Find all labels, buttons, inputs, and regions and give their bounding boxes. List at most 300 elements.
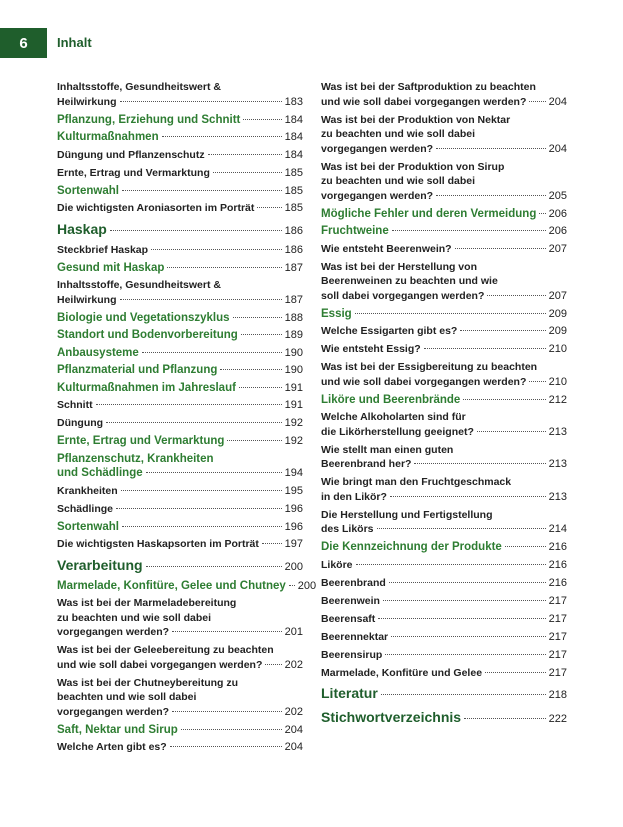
toc-left-column xyxy=(57,80,317,758)
toc-page-number: 186 xyxy=(284,243,303,256)
toc-subentry[interactable] xyxy=(57,537,303,552)
toc-entry-title: Was ist bei der Chutneybereitung zu xyxy=(57,676,239,689)
header-title: Inhalt xyxy=(57,35,92,50)
toc-entry-line xyxy=(57,311,303,326)
toc-page-number: 191 xyxy=(284,381,303,394)
toc-page-number: 206 xyxy=(548,225,567,237)
toc-page-number: 222 xyxy=(548,713,567,725)
toc-subentry[interactable] xyxy=(57,740,303,755)
dot-leader xyxy=(181,729,282,730)
toc-section-entry[interactable] xyxy=(57,723,303,738)
toc-subentry[interactable] xyxy=(321,260,567,304)
toc-page-number: 207 xyxy=(548,242,567,255)
toc-entry-line xyxy=(321,443,567,458)
toc-section-entry[interactable] xyxy=(57,452,303,481)
dot-leader xyxy=(146,472,282,473)
toc-entry-title: und wie soll dabei vorgegangen werden? xyxy=(57,658,263,671)
toc-subentry[interactable] xyxy=(57,596,303,640)
toc-entry-line xyxy=(321,189,567,204)
toc-entry-line xyxy=(57,723,303,738)
toc-entry-title: Heilwirkung xyxy=(57,293,117,306)
toc-subentry[interactable] xyxy=(57,643,303,672)
toc-page-number: 190 xyxy=(284,346,303,359)
toc-page-number: 202 xyxy=(284,658,303,671)
dot-leader xyxy=(122,526,282,527)
page-number: 6 xyxy=(19,34,28,52)
toc-subentry[interactable] xyxy=(321,576,567,591)
toc-entry-line xyxy=(321,709,567,728)
toc-page-number: 213 xyxy=(548,458,567,470)
toc-entry-title: Ernte, Ertrag und Vermarktung xyxy=(57,435,225,447)
toc-entry-title: zu beachten und wie soll dabei xyxy=(57,611,212,624)
toc-entry-title: Inhaltsstoffe, Gesundheitswert & xyxy=(57,81,221,93)
toc-page-number: 210 xyxy=(548,375,567,388)
toc-entry-line xyxy=(57,293,303,308)
toc-entry-title: Die Kennzeichnung der Produkte xyxy=(321,541,502,553)
toc-entry-line xyxy=(57,184,303,199)
toc-entry-title: Pflanzung, Erziehung und Schnitt xyxy=(57,113,241,126)
toc-entry-title: Die wichtigsten Haskapsorten im Porträt xyxy=(57,538,259,550)
dot-leader xyxy=(151,249,282,250)
toc-entry-title: Wie bringt man den Fruchtgeschmack xyxy=(321,476,512,488)
toc-entry-title: Beerensirup xyxy=(321,648,383,661)
toc-entry-line xyxy=(57,676,303,691)
toc-entry-title: zu beachten und wie soll dabei xyxy=(321,175,476,187)
toc-section-entry[interactable] xyxy=(321,224,567,239)
toc-page-number: 185 xyxy=(284,202,303,214)
toc-entry-line xyxy=(321,160,567,175)
toc-page-number: 189 xyxy=(284,329,303,341)
toc-subentry[interactable] xyxy=(57,201,303,216)
toc-subentry[interactable] xyxy=(57,398,303,413)
toc-entry-title: Liköre und Beerenbrände xyxy=(321,393,461,406)
toc-subentry[interactable] xyxy=(57,676,303,720)
toc-section-entry[interactable] xyxy=(57,184,303,199)
toc-page-number: 217 xyxy=(548,648,567,661)
toc-subentry[interactable] xyxy=(321,160,567,204)
toc-subentry[interactable] xyxy=(57,243,303,258)
toc-entry-title: Wie entsteht Essig? xyxy=(321,343,421,355)
toc-subentry[interactable] xyxy=(321,342,567,357)
toc-entry-title: Düngung xyxy=(57,417,104,429)
dot-leader xyxy=(391,636,546,637)
toc-entry-line xyxy=(57,80,303,95)
toc-entry-title: Standort und Bodenvorbereitung xyxy=(57,329,238,341)
toc-entry-line xyxy=(57,466,303,481)
toc-section-entry[interactable] xyxy=(57,328,303,343)
toc-subentry[interactable] xyxy=(321,475,567,504)
dot-leader xyxy=(289,585,295,586)
toc-subentry[interactable] xyxy=(321,80,567,109)
toc-page-number: 200 xyxy=(284,560,303,573)
toc-entry-title: vorgegangen werden? xyxy=(57,705,170,718)
dot-leader xyxy=(424,348,546,349)
toc-entry-line xyxy=(57,95,303,110)
toc-entry-line xyxy=(321,142,567,157)
toc-entry-title: Was ist bei der Marmeladebereitung xyxy=(57,597,237,609)
toc-entry-title: Welche Arten gibt es? xyxy=(57,741,167,753)
toc-entry-title: Kulturmaßnahmen xyxy=(57,131,159,143)
toc-entry-line xyxy=(57,596,303,611)
toc-entry-line xyxy=(321,127,567,142)
toc-section-entry[interactable] xyxy=(57,381,303,396)
toc-page-number: 217 xyxy=(548,630,567,643)
toc-entry-line xyxy=(321,630,567,645)
toc-entry-title: Literatur xyxy=(321,685,378,701)
toc-subentry[interactable] xyxy=(321,113,567,157)
toc-section-entry[interactable] xyxy=(57,434,303,449)
toc-entry-line xyxy=(57,113,303,128)
toc-subentry[interactable] xyxy=(57,166,303,181)
toc-entry-title: Was ist bei der Produktion von Sirup xyxy=(321,160,505,173)
toc-entry-line xyxy=(321,113,567,128)
toc-entry-line xyxy=(321,540,567,555)
toc-entry-line xyxy=(57,690,303,705)
toc-entry-line xyxy=(57,705,303,720)
toc-entry-title: Mögliche Fehler und deren Vermeidung xyxy=(321,207,537,220)
dot-leader xyxy=(385,654,545,655)
toc-section-entry[interactable] xyxy=(321,709,567,728)
toc-entry-title: die Likörherstellung geeignet? xyxy=(321,425,474,438)
toc-subentry[interactable] xyxy=(321,630,567,645)
toc-page-number: 204 xyxy=(284,723,303,736)
toc-entry-line xyxy=(57,537,303,552)
dot-leader xyxy=(381,694,546,695)
toc-subentry[interactable] xyxy=(321,242,567,257)
dot-leader xyxy=(487,295,545,296)
toc-page-number: 217 xyxy=(548,612,567,625)
dot-leader xyxy=(162,136,282,137)
toc-page-number: 209 xyxy=(548,307,567,320)
toc-subentry[interactable] xyxy=(57,278,303,307)
toc-entry-title: Wie stellt man einen guten xyxy=(321,443,454,456)
toc-page-number: 204 xyxy=(548,142,567,155)
toc-entry-line xyxy=(57,579,317,594)
toc-section-entry[interactable] xyxy=(321,307,567,322)
toc-entry-line xyxy=(57,484,303,499)
toc-subentry[interactable] xyxy=(321,558,567,573)
toc-entry-line xyxy=(321,558,567,573)
toc-entry-line xyxy=(321,457,567,472)
toc-entry-line xyxy=(321,274,567,289)
toc-entry-title: Welche Alkoholarten sind für xyxy=(321,411,466,423)
toc-entry-line xyxy=(321,360,567,375)
toc-entry-line xyxy=(57,434,303,449)
toc-entry-line xyxy=(57,398,303,413)
dot-leader xyxy=(239,387,282,388)
toc-section-entry[interactable] xyxy=(57,520,303,535)
toc-page-number: 204 xyxy=(548,95,567,108)
toc-entry-line xyxy=(57,243,303,258)
toc-subentry[interactable] xyxy=(321,324,567,339)
toc-entry-line xyxy=(321,260,567,275)
dot-leader xyxy=(96,404,282,405)
toc-entry-title: und wie soll dabei vorgegangen werden? xyxy=(321,95,527,108)
toc-entry-title: Was ist bei der Produktion von Nektar xyxy=(321,113,511,126)
toc-page-number: 214 xyxy=(548,523,567,535)
toc-entry-line xyxy=(321,666,567,681)
dot-leader xyxy=(265,664,281,665)
toc-section-entry[interactable] xyxy=(57,130,303,145)
toc-entry-line xyxy=(321,425,567,440)
toc-subentry[interactable] xyxy=(57,484,303,499)
toc-entry-line xyxy=(57,557,303,576)
toc-section-entry[interactable] xyxy=(57,346,303,361)
toc-page-number: 213 xyxy=(548,425,567,438)
dot-leader xyxy=(106,422,282,423)
dot-leader xyxy=(464,718,546,719)
toc-page-number: 191 xyxy=(284,399,303,411)
dot-leader xyxy=(355,313,546,314)
toc-entry-line xyxy=(57,363,303,378)
toc-subentry[interactable] xyxy=(321,648,567,663)
toc-page-number: 195 xyxy=(284,484,303,497)
toc-entry-line xyxy=(321,612,567,627)
toc-page-number: 200 xyxy=(297,579,317,592)
toc-entry-line xyxy=(57,221,303,240)
toc-subentry[interactable] xyxy=(57,148,303,163)
toc-entry-title: Krankheiten xyxy=(57,484,118,497)
toc-entry-line xyxy=(321,174,567,189)
toc-entry-line xyxy=(57,452,303,467)
toc-entry-line xyxy=(57,148,303,163)
toc-entry-title: Was ist bei der Essigbereitung zu beachten xyxy=(321,361,538,373)
toc-entry-line xyxy=(321,342,567,357)
dot-leader xyxy=(529,101,545,102)
dot-leader xyxy=(120,101,282,102)
toc-entry-title: Die wichtigsten Aroniasorten im Porträt xyxy=(57,202,255,214)
toc-section-entry[interactable] xyxy=(321,540,567,555)
toc-page-number: 185 xyxy=(284,166,303,179)
toc-entry-title: Welche Essigarten gibt es? xyxy=(321,325,458,337)
dot-leader xyxy=(356,564,546,565)
toc-entry-line xyxy=(57,201,303,216)
dot-leader xyxy=(213,172,282,173)
toc-entry-title: vorgegangen werden? xyxy=(321,189,434,202)
toc-page-number: 192 xyxy=(284,417,303,429)
dot-leader xyxy=(142,352,282,353)
toc-entry-title: Sortenwahl xyxy=(57,184,119,197)
toc-page-number: 184 xyxy=(284,148,303,161)
toc-entry-title: und Schädlinge xyxy=(57,467,143,479)
toc-subentry[interactable] xyxy=(321,410,567,439)
toc-right-column xyxy=(321,80,567,731)
toc-entry-line xyxy=(321,490,567,505)
toc-entry-line xyxy=(57,346,303,361)
toc-page-number: 190 xyxy=(284,364,303,376)
toc-entry-title: Biologie und Vegetationszyklus xyxy=(57,311,230,324)
toc-subentry[interactable] xyxy=(321,594,567,609)
dot-leader xyxy=(463,399,545,400)
toc-entry-title: Stichwortverzeichnis xyxy=(321,709,462,725)
toc-page-number: 188 xyxy=(284,311,303,324)
toc-page-number: 207 xyxy=(548,289,567,302)
toc-entry-line xyxy=(321,685,567,704)
toc-entry-title: vorgegangen werden? xyxy=(321,142,434,155)
toc-entry-line xyxy=(57,502,303,517)
dot-leader xyxy=(172,711,282,712)
toc-entry-title: Beerensaft xyxy=(321,612,376,625)
dot-leader xyxy=(233,317,282,318)
toc-entry-line xyxy=(57,643,303,658)
toc-entry-line xyxy=(57,166,303,181)
toc-entry-title: Beerenbrand xyxy=(321,576,386,589)
toc-page-number: 216 xyxy=(548,558,567,571)
dot-leader xyxy=(122,190,282,191)
toc-entry-title: beachten und wie soll dabei xyxy=(57,691,197,703)
dot-leader xyxy=(392,230,546,231)
toc-entry-line xyxy=(57,278,303,293)
toc-entry-title: Wie entsteht Beerenwein? xyxy=(321,242,452,255)
toc-page-number: 209 xyxy=(548,325,567,337)
toc-entry-line xyxy=(321,576,567,591)
toc-entry-title: Anbausysteme xyxy=(57,346,139,359)
toc-section-entry[interactable] xyxy=(321,207,567,222)
toc-subentry[interactable] xyxy=(57,416,303,431)
toc-page-number: 194 xyxy=(284,467,303,479)
toc-page-number: 213 xyxy=(548,490,567,503)
toc-page-number: 204 xyxy=(284,741,303,753)
toc-section-entry[interactable] xyxy=(57,113,303,128)
toc-page-number: 212 xyxy=(548,393,567,406)
toc-entry-title: Schädlinge xyxy=(57,502,114,515)
toc-entry-title: Marmelade, Konfitüre und Gelee xyxy=(321,666,483,679)
toc-section-entry[interactable] xyxy=(57,579,317,594)
toc-page-number: 196 xyxy=(284,502,303,515)
dot-leader xyxy=(414,463,545,464)
toc-page-number: 202 xyxy=(284,705,303,718)
toc-page-number: 184 xyxy=(284,113,303,126)
dot-leader xyxy=(120,299,282,300)
dot-leader xyxy=(436,195,546,196)
toc-entry-line xyxy=(321,224,567,239)
dot-leader xyxy=(377,528,546,529)
toc-entry-line xyxy=(321,307,567,322)
dot-leader xyxy=(146,566,282,567)
toc-page-number: 218 xyxy=(548,689,567,701)
toc-section-entry[interactable] xyxy=(57,311,303,326)
toc-page-number: 206 xyxy=(548,207,567,220)
page-number-box xyxy=(0,28,47,58)
toc-entry-title: Haskap xyxy=(57,220,107,237)
toc-entry-title: Was ist bei der Saftproduktion zu beachten xyxy=(321,81,536,93)
dot-leader xyxy=(170,746,282,747)
toc-entry-line xyxy=(57,261,303,276)
toc-entry-title: Saft, Nektar und Sirup xyxy=(57,723,178,736)
toc-entry-title: Beerennektar xyxy=(321,630,389,643)
toc-entry-title: Steckbrief Haskap xyxy=(57,243,149,256)
toc-page-number: 201 xyxy=(284,626,303,638)
toc-entry-title: Beerenweinen zu beachten und wie xyxy=(321,275,498,287)
toc-page-number: 185 xyxy=(284,184,303,197)
toc-entry-title: Liköre xyxy=(321,558,353,571)
toc-entry-line xyxy=(57,658,303,673)
dot-leader xyxy=(436,148,546,149)
toc-section-entry[interactable] xyxy=(57,261,303,276)
toc-entry-line xyxy=(321,410,567,425)
toc-entry-title: Düngung und Pflanzenschutz xyxy=(57,148,205,161)
toc-entry-title: Fruchtweine xyxy=(321,225,389,237)
toc-entry-title: des Likörs xyxy=(321,523,374,535)
toc-entry-line xyxy=(321,594,567,609)
dot-leader xyxy=(390,496,546,497)
toc-section-entry[interactable] xyxy=(57,221,303,240)
toc-entry-title: Marmelade, Konfitüre, Gelee und Chutney xyxy=(57,579,286,592)
toc-page-number: 192 xyxy=(284,435,303,447)
toc-subentry[interactable] xyxy=(321,612,567,627)
toc-page-number: 197 xyxy=(284,538,303,550)
toc-entry-line xyxy=(321,80,567,95)
toc-page-number: 187 xyxy=(284,261,303,274)
toc-entry-line xyxy=(57,611,303,626)
toc-entry-title: Pflanzmaterial und Pflanzung xyxy=(57,364,218,376)
toc-entry-title: vorgegangen werden? xyxy=(57,626,170,638)
toc-entry-line xyxy=(321,375,567,390)
dot-leader xyxy=(389,582,546,583)
toc-subentry[interactable] xyxy=(57,502,303,517)
toc-page-number: 205 xyxy=(548,189,567,202)
toc-subentry[interactable] xyxy=(57,80,303,109)
toc-page-number: 183 xyxy=(284,95,303,108)
dot-leader xyxy=(529,381,545,382)
toc-entry-title: zu beachten und wie soll dabei xyxy=(321,128,476,140)
toc-section-entry[interactable] xyxy=(57,557,303,576)
toc-page-number: 196 xyxy=(284,520,303,533)
toc-entry-title: Pflanzenschutz, Krankheiten xyxy=(57,452,214,465)
toc-entry-line xyxy=(321,242,567,257)
toc-entry-title: Kulturmaßnahmen im Jahreslauf xyxy=(57,381,236,394)
toc-entry-line xyxy=(321,508,567,523)
toc-page-number: 216 xyxy=(548,541,567,553)
toc-entry-title: Ernte, Ertrag und Vermarktung xyxy=(57,166,210,179)
dot-leader xyxy=(505,546,546,547)
toc-subentry[interactable] xyxy=(321,443,567,472)
toc-entry-title: Inhaltsstoffe, Gesundheitswert & xyxy=(57,279,221,291)
toc-subentry[interactable] xyxy=(321,360,567,389)
toc-section-entry[interactable] xyxy=(321,685,567,704)
toc-entry-title: Verarbeitung xyxy=(57,556,143,573)
toc-section-entry[interactable] xyxy=(57,363,303,378)
dot-leader xyxy=(477,431,546,432)
toc-page-number: 210 xyxy=(548,343,567,355)
toc-subentry[interactable] xyxy=(321,508,567,537)
toc-entry-title: Die Herstellung und Fertigstellung xyxy=(321,508,493,521)
toc-entry-line xyxy=(321,207,567,222)
toc-entry-title: in den Likör? xyxy=(321,490,387,503)
toc-page-number: 186 xyxy=(284,224,303,237)
dot-leader xyxy=(262,543,282,544)
toc-subentry[interactable] xyxy=(321,666,567,681)
toc-entry-title: Schnitt xyxy=(57,399,93,411)
dot-leader xyxy=(383,600,546,601)
toc-entry-line xyxy=(57,740,303,755)
dot-leader xyxy=(220,369,281,370)
dot-leader xyxy=(241,334,282,335)
dot-leader xyxy=(121,490,282,491)
toc-page-number: 187 xyxy=(284,293,303,306)
toc-entry-title: Beerenbrand her? xyxy=(321,458,412,470)
toc-section-entry[interactable] xyxy=(321,393,567,408)
dot-leader xyxy=(227,440,281,441)
toc-entry-line xyxy=(321,289,567,304)
dot-leader xyxy=(110,230,282,231)
toc-entry-line xyxy=(57,328,303,343)
toc-entry-title: Sortenwahl xyxy=(57,520,119,533)
toc-page-number: 217 xyxy=(548,666,567,679)
toc-entry-line xyxy=(321,648,567,663)
toc-entry-title: und wie soll dabei vorgegangen werden? xyxy=(321,375,527,388)
toc-entry-title: Essig xyxy=(321,307,352,320)
